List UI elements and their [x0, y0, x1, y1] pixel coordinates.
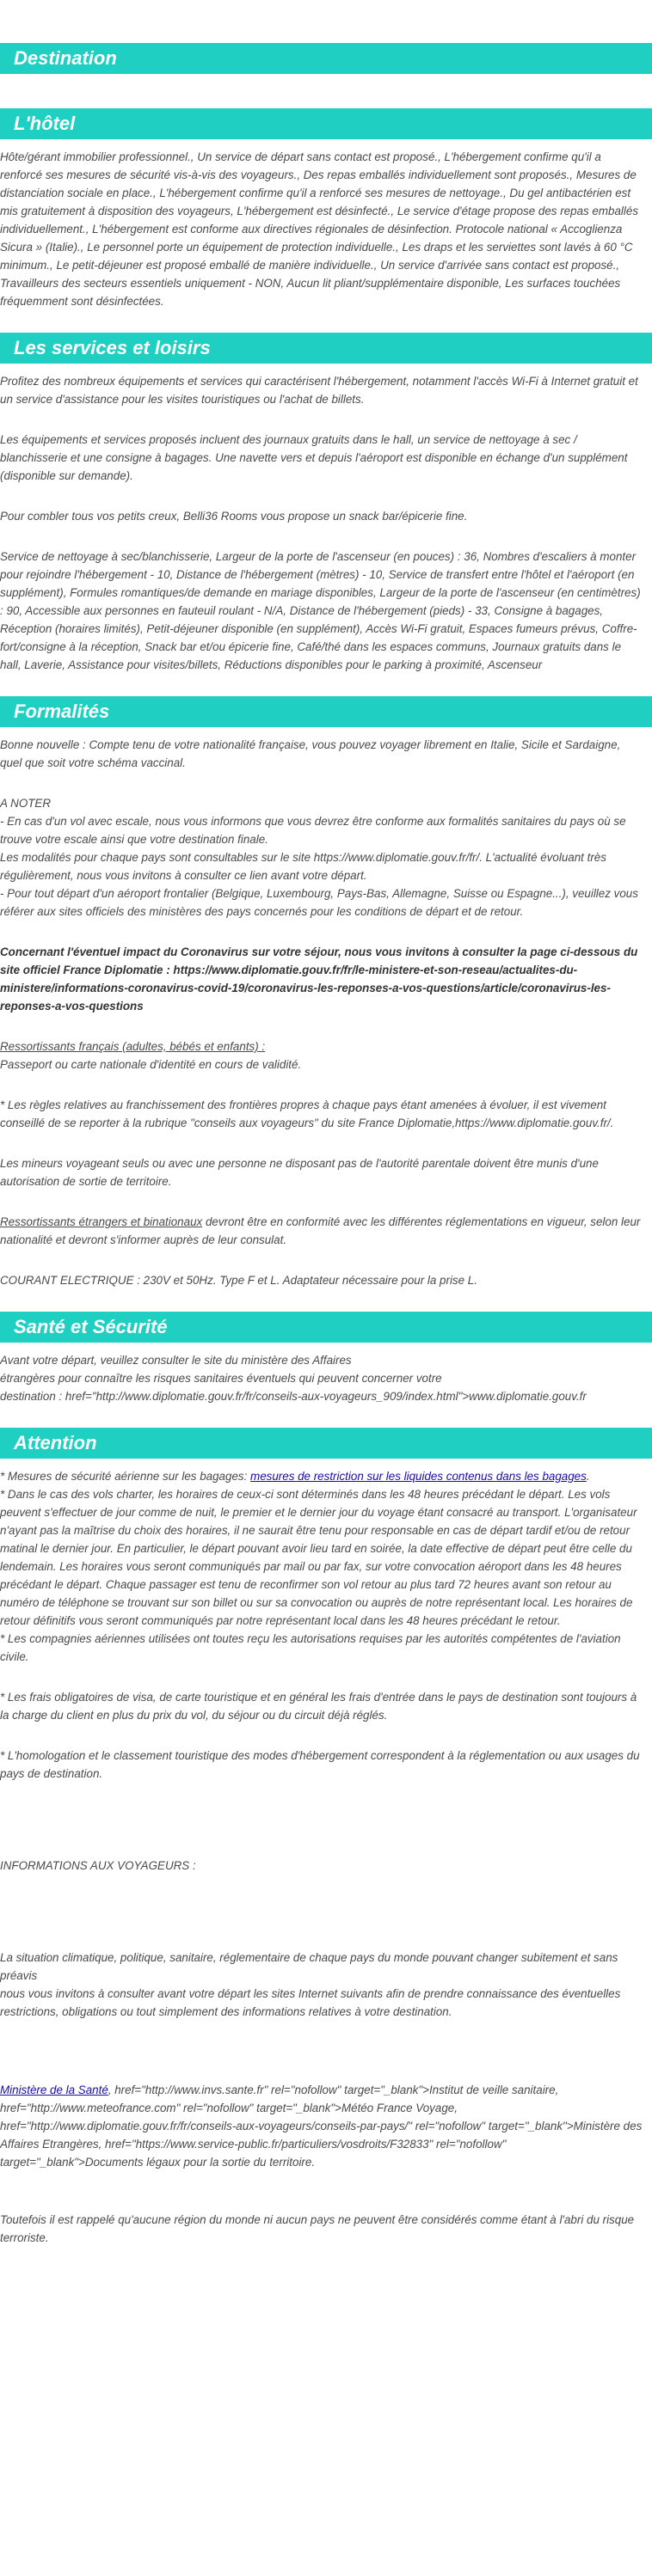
homologation: * L'homologation et le classement touristique des modes d'hébergement correspondent à la réglementation ou aux usages du pays de destination. — [0, 1749, 640, 1780]
sites-officiels-text: , href="http://www.invs.sante.fr" rel="nofollow" target="_blank">Institut de veille sanitaire, href="http://www.meteofrance.com" rel="nofollow" target="_blank">Météo France Voyage, href="http://www.diplomatie.gouv.fr/fr/conseils-aux-voyageurs/conseils-par-pays/" rel="nofollow" target="_blank">Ministère des Affaires Etrangères, href="https://www.service-public.fr/particuliers/vosdroits/F32833" rel="nofollow" target="_blank">Documents légaux pour la sortie du territoire. — [0, 2083, 643, 2169]
mineurs-text: Les mineurs voyageant seuls ou avec une personne ne disposant pas de l'autorité parentale doivent être munis d'une autorisation de sortie de territoire. — [0, 1157, 599, 1188]
ressortissants-etrangers-text: devront être en conformité avec les différentes réglementations en vigueur, selon leur nationalité et devront s'informer auprès de leur consulat. — [0, 1215, 641, 1246]
formalites-bonne-nouvelle: Bonne nouvelle : Compte tenu de votre nationalité française, vous pouvez voyager librement en Italie, Sicile et Sardaigne, quel que soit votre schéma vaccinal. — [0, 738, 621, 769]
services-snack: Pour combler tous vos petits creux, Belli36 Rooms vous propose un snack bar/épicerie fine. — [0, 510, 468, 523]
anoter-frontalier: - Pour tout départ d'un aéroport frontalier (Belgique, Luxembourg, Pays-Bas, Allemagne, Suisse ou Espagne...), veuillez vous référer aux sites officiels des ministères des pays concernés pour les conditions de départ et de retour. — [0, 887, 638, 918]
regles-frontieres: * Les règles relatives au franchissement des frontières propres à chaque pays étant amenées à évoluer, il est vivement conseillé de se reporter à la rubrique "conseils aux voyageurs" du site France Diplomatie,https://www.diplomatie.gouv.fr/. — [0, 1098, 614, 1129]
vols-charter: * Dans le cas des vols charter, les horaires de ceux-ci sont déterminés dans les 48 heures précédant le départ. Les vols peuvent s'effectuer de jour comme de nuit, le premier et le dernier jour du voyage étant consacré au transport. L'organisateur n'ayant pas la maîtrise du choix des horaires, il ne saurait être tenu pour responsable en cas de départ tardif et/ou de retour matinal le dernier jour. En particulier, le départ pouvant avoir lieu tard en soirée, la date effective de départ peut être celle du lendemain. Les horaires vous seront communiqués par mail ou par fax, sur votre convocation aéroport dans les 48 heures précédant le départ. Chaque passager est tenu de reconfirmer son vol retour au plus tard 72 heures avant son retour au numéro de téléphone se trouvant sur son billet ou sur sa convocation ou auprès de notre représentant local. Les horaires de retour définitifs vous seront communiqués par notre représentant local dans les 48 heures précédant le retour. — [0, 1488, 637, 1627]
spacer — [0, 2194, 645, 2211]
destination-heading: Destination — [0, 43, 652, 74]
bagages-link[interactable]: mesures de restriction sur les liquides contenus dans les bagages — [250, 1470, 587, 1483]
anoter-modalites: Les modalités pour chaque pays sont consultables sur le site https://www.diplomatie.gouv.fr/fr/. L'actualité évoluant très régulièrement, nous vous invitons à consulter ce lien avant votre départ. — [0, 851, 606, 882]
services-content — [0, 364, 652, 674]
situation-line-1: La situation climatique, politique, sanitaire, réglementaire de chaque pays du monde pouvant changer subitement et sans préavis — [0, 1951, 618, 1982]
sante-line-1: Avant votre départ, veuillez consulter le site du ministère des Affaires — [0, 1354, 352, 1367]
ressortissants-etrangers — [0, 1213, 645, 1249]
formalites-section — [0, 696, 652, 1289]
formalites-heading: Formalités — [0, 696, 652, 727]
attention-section — [0, 1428, 652, 2247]
services-section — [0, 333, 652, 674]
services-heading: Les services et loisirs — [0, 333, 652, 364]
situation-line-2: nous vous invitons à consulter avant votre départ les sites Internet suivants afin de prendre connaissance des éventuelles restrictions, obligations ou tout simplement des informations relatives à votre destination. — [0, 1987, 621, 2018]
frais-obligatoires: * Les frais obligatoires de visa, de carte touristique et en général les frais d'entrée dans le pays de destination sont toujours à la charge du client en plus du prix du vol, du séjour ou du circuit déjà réglés. — [0, 1691, 637, 1722]
ministere-sante-link[interactable]: Ministère de la Santé — [0, 2083, 108, 2096]
spacer — [0, 2043, 645, 2081]
infos-voyageurs-title: INFORMATIONS AUX VOYAGEURS : — [0, 1859, 196, 1872]
attention-heading: Attention — [0, 1428, 652, 1459]
spacer — [0, 1805, 645, 1857]
sante-heading: Santé et Sécurité — [0, 1312, 652, 1343]
compagnies-aeriennes: * Les compagnies aériennes utilisées ont toutes reçu les autorisations requises par les autorités compétentes de l'aviation civile. — [0, 1632, 621, 1663]
hotel-heading: L'hôtel — [0, 108, 652, 139]
sites-officiels — [0, 2081, 645, 2171]
sante-content — [0, 1343, 652, 1405]
page — [0, 43, 652, 2304]
sante-section — [0, 1312, 652, 1405]
sante-line-2: étrangères pour connaître les risques sanitaires éventuels qui peuvent concerner votre — [0, 1372, 442, 1385]
services-list: Service de nettoyage à sec/blanchisserie, Largeur de la porte de l'ascenseur (en pouces) : 36, Nombres d'escaliers à monter pour rejoindre l'hébergement - 10, Distance de l'hébergement (mètres) - 10, Service de transfert entre l'hôtel et l'aéroport (en supplément), Formules romantiques/de demande en mariage disponibles, Largeur de la porte de l'ascenseur (en centimètres) : 90, Accessible aux personnes en fauteuil roulant - N/A, Distance de l'hébergement (pieds) - 33, Consigne à bagages, Réception (horaires limités), Petit-déjeuner disponible (en supplément), Accès Wi-Fi gratuit, Espaces fumeurs prévus, Coffre-fort/consigne à la réception, Snack bar et/ou épicerie fine, Café/thé dans les espaces communs, Journaux gratuits dans le hall, Laverie, Assistance pour visites/billets, Réductions disponibles pour le parking à proximité, Ascenseur — [0, 550, 641, 671]
services-equipements: Les équipements et services proposés incluent des journaux gratuits dans le hall, un service de nettoyage à sec / blanchisserie et une consigne à bagages. Une navette vers et depuis l'aéroport est disponible en échange d'un supplément (disponible sur demande). — [0, 433, 628, 482]
ressortissants-francais-label: Ressortissants français (adultes, bébés et enfants) : — [0, 1040, 266, 1053]
courant-electrique: COURANT ELECTRIQUE : 230V et 50Hz. Type F et L. Adaptateur nécessaire pour la prise L. — [0, 1274, 477, 1287]
destination-section — [0, 43, 652, 74]
bagages-prefix: * Mesures de sécurité aérienne sur les bagages: — [0, 1470, 251, 1483]
bagages-suffix: . — [586, 1470, 590, 1483]
anoter-title: A NOTER — [0, 797, 52, 810]
hotel-section — [0, 108, 652, 310]
formalites-content — [0, 727, 652, 1289]
services-intro: Profitez des nombreux équipements et services qui caractérisent l'hébergement, notamment l'accès Wi-Fi à Internet gratuit et un service d'assistance pour les visites touristiques ou l'achat de billets. — [0, 375, 638, 406]
hotel-content — [0, 139, 652, 310]
hotel-text: Hôte/gérant immobilier professionnel., Un service de départ sans contact est proposé., L'hébergement confirme qu'il a renforcé ses mesures de sécurité vis-à-vis des voyageurs., Des repas emballés individuellement sont proposés., Mesures de distanciation sociale en place., L'hébergement confirme qu'il a renforcé ses mesures de nettoyage., Du gel antibactérien est mis gratuitement à disposition des voyageurs, L'hébergement est désinfecté., Le service d'étage propose des repas emballés individuellement., L'hébergement est conforme aux directives régionales de désinfection. Protocole national « Accoglienza Sicura » (Italie)., Le personnel porte un équipement de protection individuelle., Les draps et les serviettes sont lavés à 60 °C minimum., Le petit-déjeuner est proposé emballé de manière individuelle., Un service d'arrivée sans contact est proposé., Travailleurs des secteurs essentiels uniquement - NON, Aucun lit pliant/supplémentaire disponible, Les surfaces touchées fréquemment sont désinfectées. — [0, 150, 639, 308]
bagages-mesures — [0, 1467, 645, 1485]
ressortissants-francais-text: Passeport ou carte nationale d'identité en cours de validité. — [0, 1058, 302, 1071]
anoter-escale: - En cas d'un vol avec escale, nous vous informons que vous devrez être conforme aux formalités sanitaires du pays où se trouve votre escale ainsi que votre destination finale. — [0, 815, 626, 846]
covid-notice: Concernant l'éventuel impact du Coronavirus sur votre séjour, nous vous invitons à consulter la page ci-dessous du site officiel France Diplomatie : https://www.diplomatie.gouv.fr/fr/le-ministere-et-son-reseau/actualites-du-ministere/informations-coronavirus-covid-19/coronavirus-les-reponses-a-vos-questions/article/coronavirus-les-reponses-a-vos-questions — [0, 945, 638, 1013]
ressortissants-etrangers-label: Ressortissants étrangers et binationaux — [0, 1215, 203, 1228]
spacer — [0, 1897, 645, 1949]
attention-content — [0, 1459, 652, 2247]
terrorisme-notice: Toutefois il est rappelé qu'aucune région du monde ni aucun pays ne peuvent être considérés comme étant à l'abri du risque terroriste. — [0, 2213, 635, 2244]
sante-line-3: destination : href="http://www.diplomatie.gouv.fr/fr/conseils-aux-voyageurs_909/index.html">www.diplomatie.gouv.fr — [0, 1390, 587, 1403]
